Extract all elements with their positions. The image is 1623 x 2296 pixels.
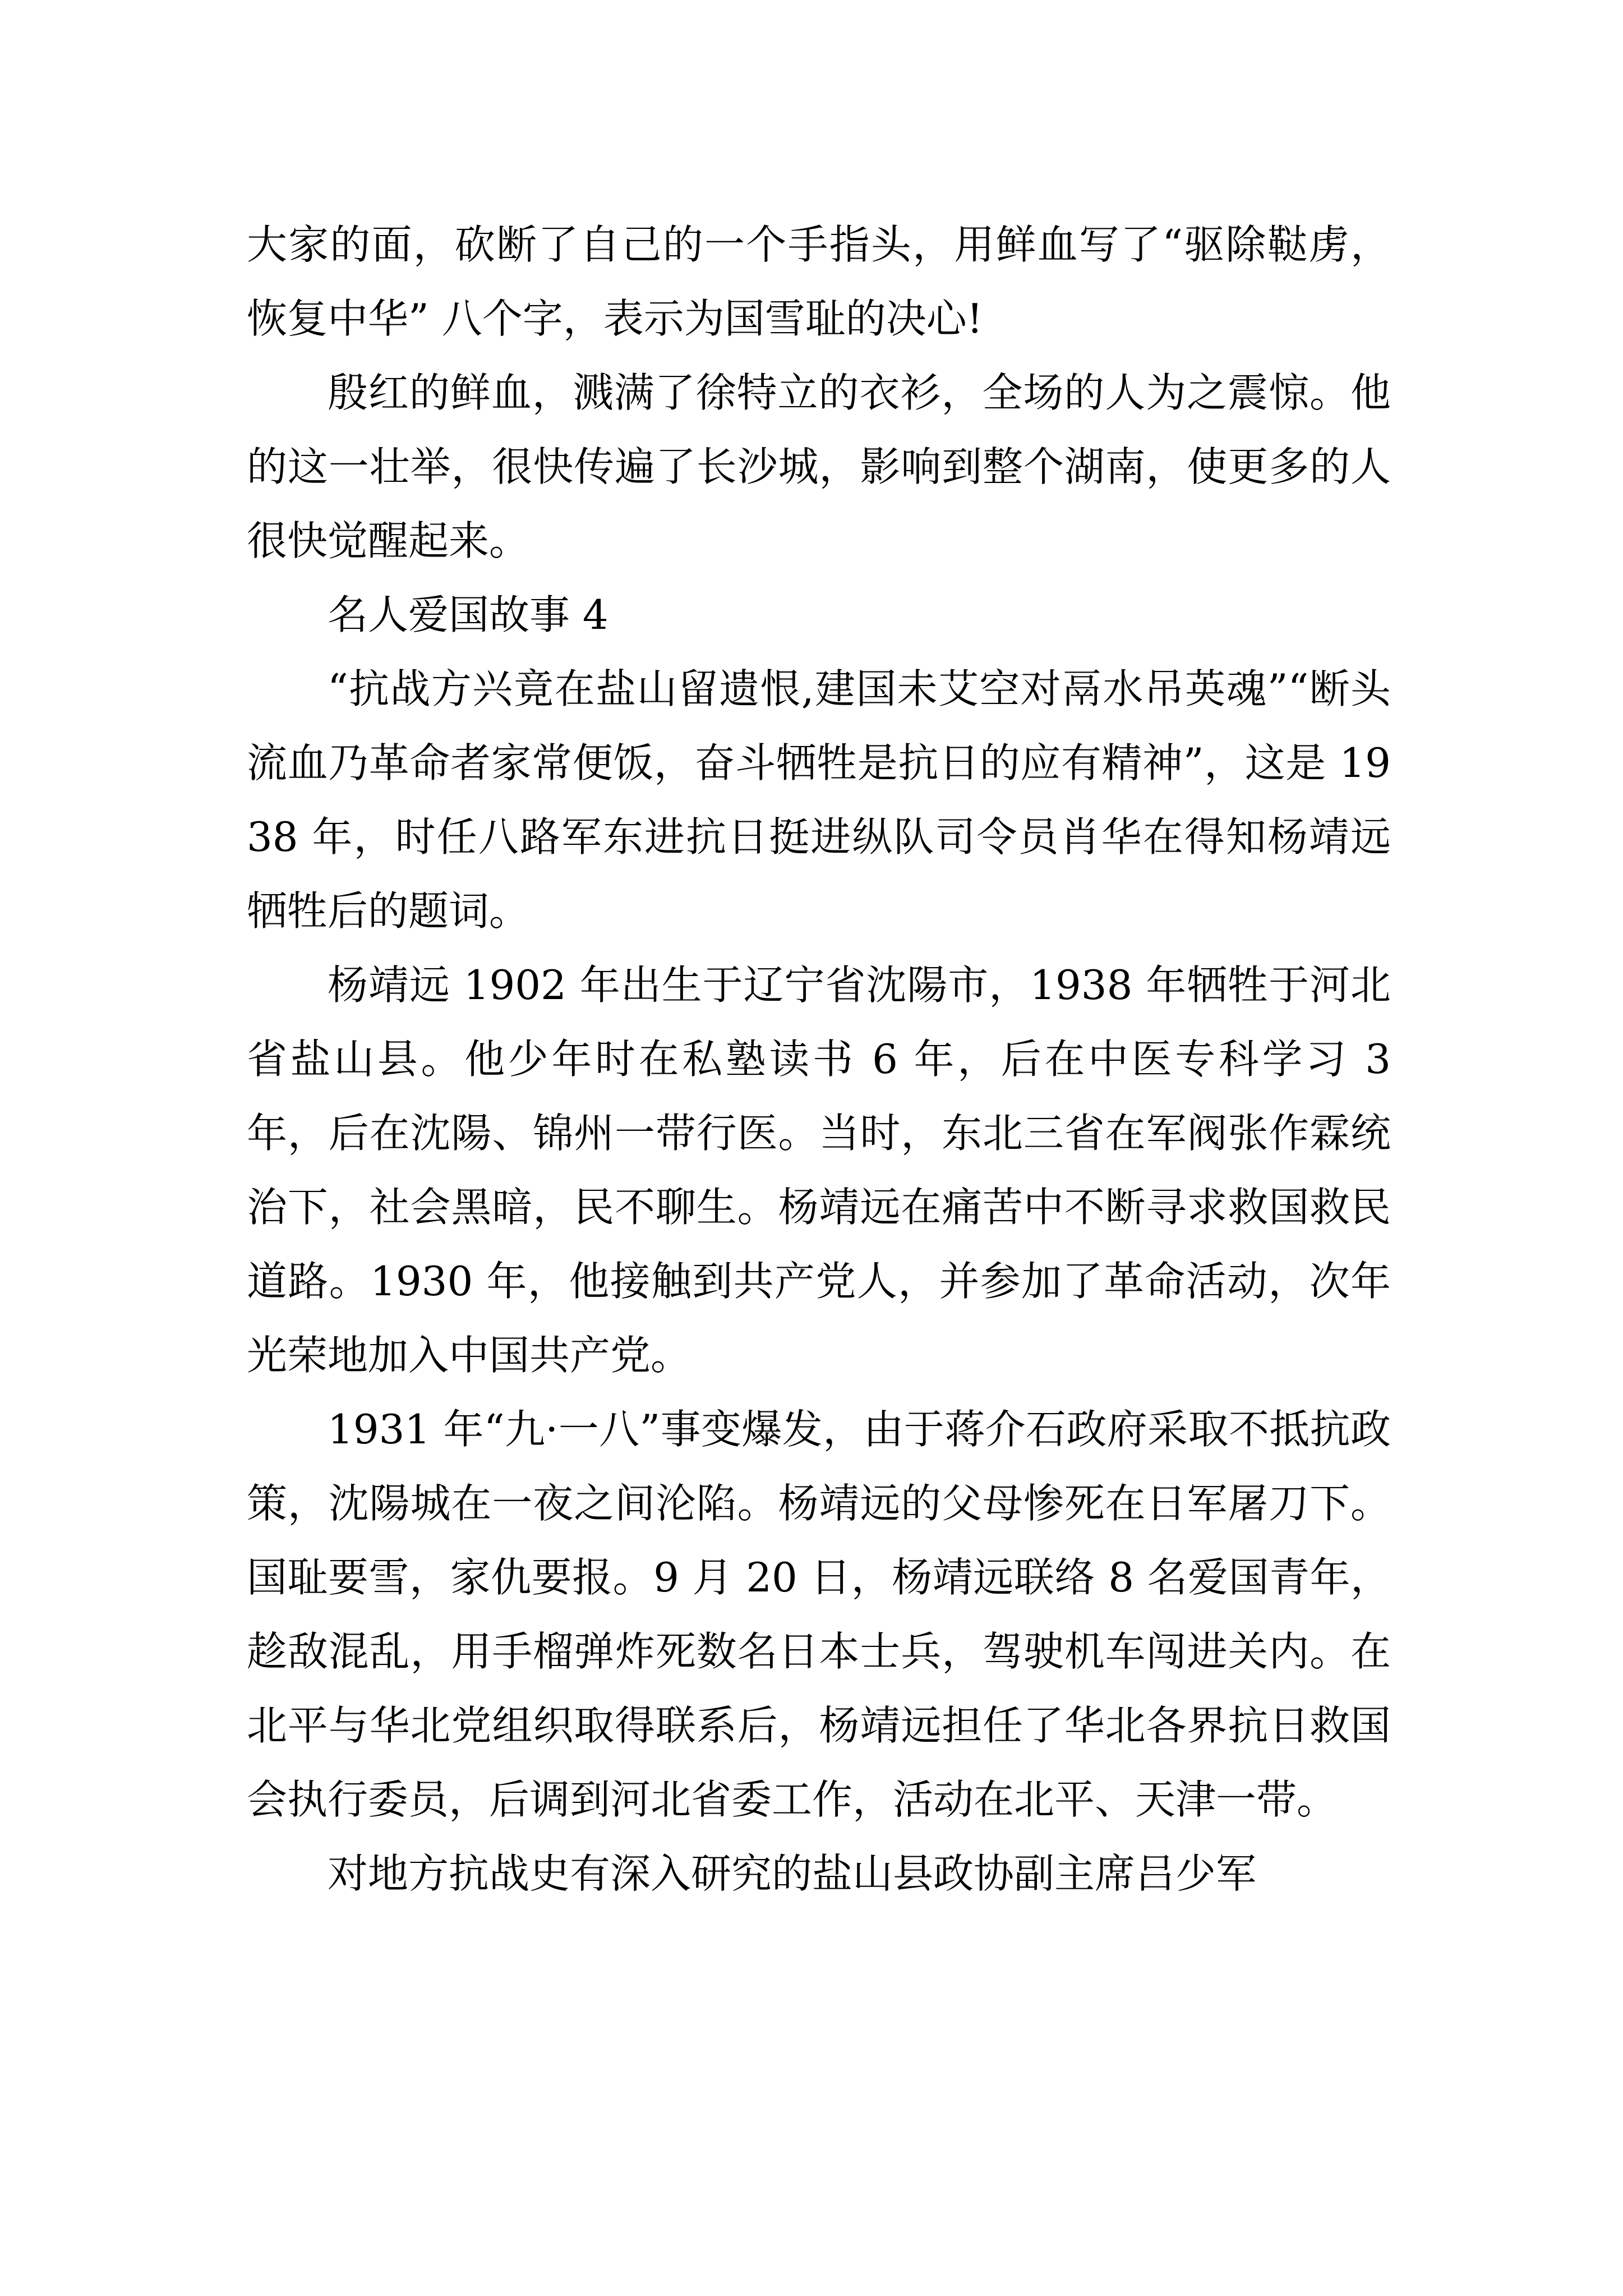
paragraph-6: 对地方抗战史有深入研究的盐山县政协副主席吕少军 — [328, 1850, 1257, 1897]
paragraph-4: 杨靖远 1902 年出生于辽宁省沈陽市，1938 年牺牲于河北省盐山县。他少年时在私塾读书 6 年，后在中医专科学习 3 年，后在沈陽、锦州一带行医。当时，东北三省在军阀张作霖统治下，社会黑暗，民不聊生。杨靖远在痛苦中不断寻求救国救民道路。1930 年，他接触到共产党人，并参加了革命活动，次年光荣地加入中国共产党。 — [247, 961, 1391, 1379]
paragraph-1: 大家的面，砍断了自己的一个手指头，用鲜血写了“驱除鞑虏，恢复中华” 八个字，表示为国雪耻的决心! — [247, 221, 1391, 342]
document-body — [247, 208, 1391, 1911]
paragraph-5: 1931 年“九·一八”事变爆发，由于蒋介石政府采取不抵抗政策，沈陽城在一夜之间沦陷。杨靖远的父母惨死在日军屠刀下。国耻要雪，家仇要报。9 月 20 日，杨靖远联络 8 名爱国青年，趁敌混乱，用手榴弹炸死数名日本士兵，驾驶机车闯进关内。在北平与华北党组织取得联系后，杨靖远担任了华北各界抗日救国会执行委员，后调到河北省委工作，活动在北平、天津一带。 — [247, 1406, 1391, 1823]
paragraph-3: “抗战方兴竟在盐山留遗恨,建国未艾空对鬲水吊英魂”“断头流血乃革命者家常便饭，奋斗牺牲是抗日的应有精神”，这是 1938 年，时任八路军东进抗日挺进纵队司令员肖华在得知杨靖远牺牲后的题词。 — [247, 665, 1391, 935]
section-heading: 名人爱国故事 4 — [328, 591, 608, 638]
paragraph-2: 殷红的鲜血，溅满了徐特立的衣衫，全场的人为之震惊。他的这一壮举，很快传遍了长沙城，影响到整个湖南，使更多的人很快觉醒起来。 — [247, 369, 1391, 564]
